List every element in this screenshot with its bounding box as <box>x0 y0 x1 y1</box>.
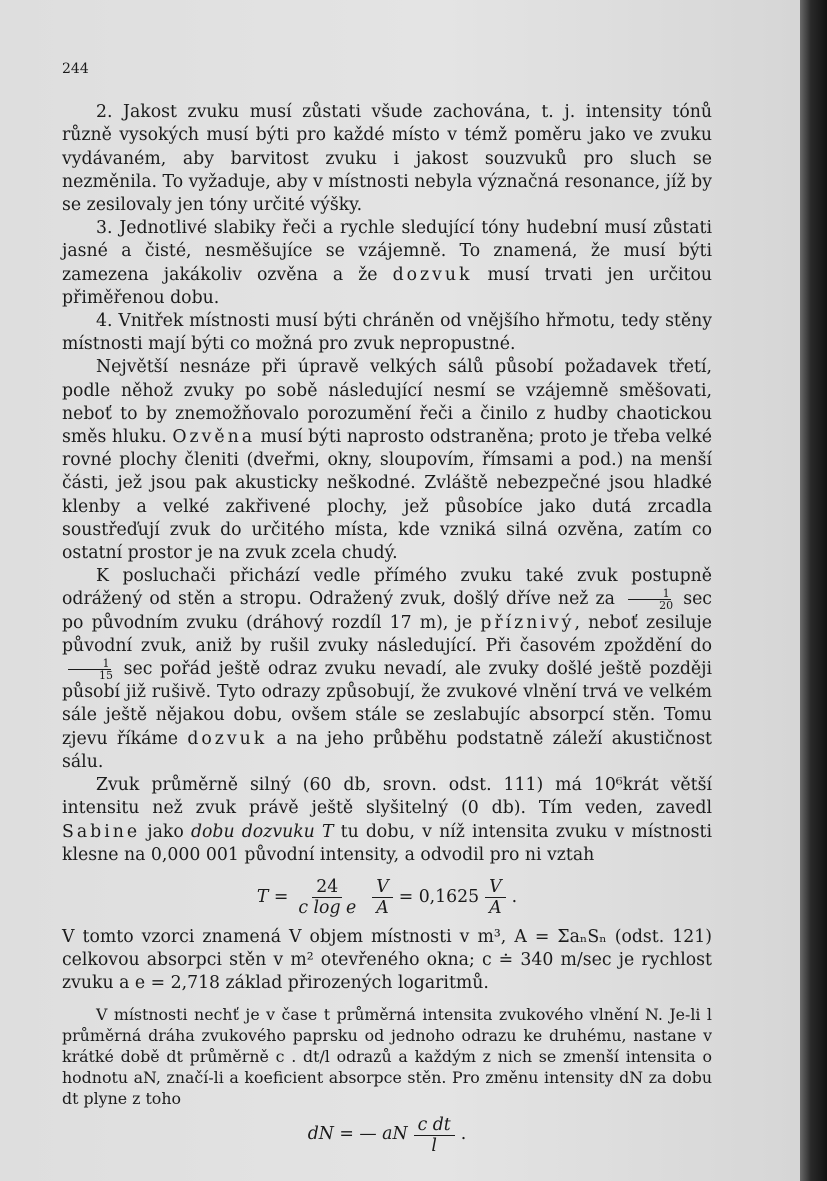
text-run: Největší nesnáze při úpravě velkých sálů působí požadavek třetí, podle něhož zvuky po sobě následující nesmí se vzájemně směšovati, neboť to by znemožňovalo porozumění řeči a činilo z hudby chaotickou směs hluku. <box>62 357 712 448</box>
text-run: sec po původním zvuku (dráhový rozdíl 17 m), je <box>62 589 712 633</box>
text-run: sec pořád ještě odraz zvuku nevadí, ale zvuky došlé ještě později působí již rušivě. Tyto odrazy způsobují, že zvukové vlnění trvá ve velkém sále ještě nějakou dobu, ovšem stále se zeslabujíc absorpcí stěn. Tomu zjevu říkáme <box>62 659 712 749</box>
page-content <box>62 58 712 1164</box>
paragraph-intensity-change: V místnosti nechť je v čase t průměrná intensita zvukového vlnění N. Je-li l průměrná dráha zvukového paprsku od jednoho odrazu ke druhému, nastane v krátké době dt průměrně c . dt/l odrazů a každým z nich se zmenší intensita o hodnotu aN, značí-li a koeficient absorpce stěn. Pro změnu intensity dN za dobu dt plyne z toho <box>62 1004 712 1108</box>
text-run: musí trvati jen určitou přiměřenou dobu. <box>62 264 713 308</box>
paragraph-item-4: 4. Vnitřek místnosti musí býti chráněn od vnějšího hřmotu, tedy stěny místnosti mají býti co možná pro zvuk nepropustné. <box>62 311 712 355</box>
inline-fraction: $\frac{1}{15}$ <box>64 658 114 681</box>
spaced-term: příznivý <box>480 612 575 633</box>
paragraph-difficulties <box>62 356 712 565</box>
text-run: tu dobu, v níž intensita zvuku v místnosti klesne na 0,000 001 původní intensity, a odvodil pro ni vztah <box>62 821 713 865</box>
formula-lhs: dN = — aN <box>307 1124 408 1145</box>
text-run: a na jeho průběhu podstatně záleží akustičnost sálu. <box>62 728 713 772</box>
formula-fraction: $\frac{V}{A}$ <box>485 877 505 918</box>
text-run: Zvuk průměrně silný (60 db, srovn. odst. 111) má 10⁶krát větší intensitu než zvuk právě ještě slyšitelný (0 db). Tím veden, zavedl <box>62 775 712 819</box>
spaced-term: Ozvěna <box>172 427 256 448</box>
page-edge-shadow <box>800 0 827 1181</box>
formula-fraction: $\frac{24}{\text{c log e}}$ <box>298 876 357 918</box>
formula-fraction: $\frac{\text{c dt}}{l}$ <box>414 1115 455 1156</box>
italic-term: dobu dozvuku T <box>190 821 334 842</box>
paragraph-sabine <box>62 774 712 867</box>
text-run: 3. Jednotlivé slabiky řeči a rychle sledující tóny hudební musí zůstati jasné a čisté, nesměšujíce se vzájemně. To znamená, že musí býti zamezena jakákoliv ozvěna a že <box>62 218 712 285</box>
sabine-formula <box>62 877 712 918</box>
paragraph-item-3 <box>62 217 712 310</box>
text-run: musí býti naprosto odstraněna; proto je třeba velké rovné plochy členiti (dveřmi, okny, sloupovím, římsami a pod.) na menší části, jež jsou pak akusticky neškodné. Zvláště nebezpečné jsou hladké klenby a velké zakřivené plochy, jež působíce jako dutá zrcadla soustřeďují zvuk do určitého místa, kde vzniká silná ozvěna, zatím co ostatní prostor je na zvuk zcela chudý. <box>62 427 713 564</box>
formula-lhs: T = <box>256 886 289 907</box>
intensity-formula <box>62 1115 712 1156</box>
formula-fraction: $\frac{V}{A}$ <box>372 877 392 918</box>
formula-end: . <box>511 886 518 907</box>
spaced-term: Sabine <box>62 821 141 842</box>
spaced-term: dozvuk <box>392 264 473 285</box>
text-run: , neboť zesiluje původní zvuk, aniž by rušil zvuky následující. Při časovém zpoždění do <box>62 612 712 656</box>
formula-middle: = 0,1625 <box>398 886 480 907</box>
inline-fraction: $\frac{1}{20}$ <box>624 588 674 611</box>
page-number: 244 <box>62 61 89 77</box>
text-run: jako <box>140 821 191 842</box>
spaced-term: dozvuk <box>187 728 268 749</box>
formula-end: . <box>460 1124 467 1145</box>
paragraph-formula-explanation: V tomto vzorci znamená V objem místnosti v m³, A = ΣaₙSₙ (odst. 121) celkovou absorpci stěn v m² otevřeného okna; c ≐ 340 m/sec je rychlost zvuku a e = 2,718 základ přirozených logaritmů. <box>62 926 712 994</box>
paragraph-item-2: 2. Jakost zvuku musí zůstati všude zachována, t. j. intensity tónů různě vysokých musí býti pro každé místo v témž poměru jako ve zvuku vydávaném, aby barvitost zvuku i jakost souzvuků pro sluch se nezměnila. To vyžaduje, aby v místnosti nebyla význačná resonance, jíž by se zesilovaly jen tóny určité výšky. <box>62 102 712 216</box>
text-run: K posluchači přichází vedle přímého zvuku také zvuk postupně odrážený od stěn a stropu. Odražený zvuk, došlý dříve než za <box>62 566 712 610</box>
paragraph-reflections <box>62 565 712 774</box>
